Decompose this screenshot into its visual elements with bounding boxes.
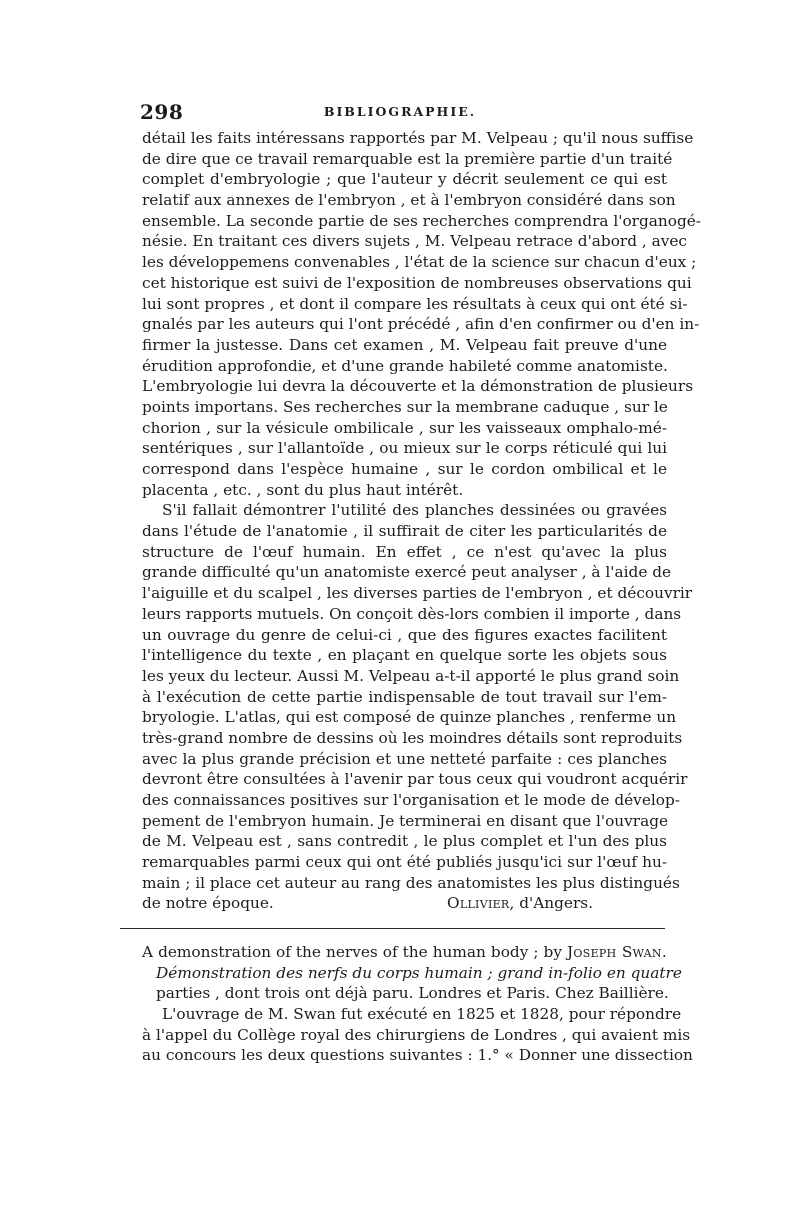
text-line: bryologie. L'atlas, qui est composé de quinze planches , renferme un <box>142 708 677 727</box>
text-line: L'ouvrage de M. Swan fut exécuté en 1825 et 1828, pour répondre <box>162 1005 682 1024</box>
text-line: nésie. En traitant ces divers sujets , M. Velpeau retrace d'abord , avec <box>142 232 687 251</box>
text-line: détail les faits intéressans rapportés par M. Velpeau ; qu'il nous suffise <box>142 129 694 147</box>
text-line: au concours les deux questions suivantes : 1.° « Donner une dissection <box>142 1046 693 1065</box>
section-divider <box>120 928 665 929</box>
text-line: main ; il place cet auteur au rang des anatomistes les plus distingués <box>142 873 680 892</box>
review-entry <box>142 942 693 1066</box>
text-line: l'aiguille et du scalpel , les diverses parties de l'embryon , et découvrir <box>142 584 693 603</box>
text-line: très-grand nombre de dessins où les moindres détails sont reproduits <box>142 728 683 747</box>
text-line: dans l'étude de l'anatomie , il suffirait de citer les particularités de <box>142 522 667 541</box>
review-translation-line: Démonstration des nerfs du corps humain ; grand in-folio en quatre <box>156 963 682 982</box>
text-line: à l'exécution de cette partie indispensable de tout travail sur l'em- <box>142 687 667 706</box>
running-head: BIBLIOGRAPHIE. <box>323 104 477 119</box>
page-number: 298 <box>140 100 184 124</box>
text-line: un ouvrage du genre de celui-ci , que des figures exactes facilitent <box>142 625 667 644</box>
text-line: devront être consultées à l'avenir par tous ceux qui voudront acquérir <box>142 770 688 789</box>
text-line: avec la plus grande précision et une netteté parfaite : ces planches <box>142 749 667 768</box>
text-line: gnalés par les auteurs qui l'ont précédé , afin d'en confirmer ou d'en in- <box>142 315 700 334</box>
text-line: les yeux du lecteur. Aussi M. Velpeau a-t-il apporté le plus grand soin <box>142 666 680 685</box>
text-line: des connaissances positives sur l'organisation et le mode de dévelop- <box>142 791 680 809</box>
text-line: les développemens convenables , l'état de la science sur chacun d'eux ; <box>142 253 697 272</box>
text-line: érudition approfondie, et d'une grande habileté comme anatomiste. <box>142 356 668 375</box>
article-body <box>142 128 701 914</box>
closing-text: de notre époque. <box>142 894 274 913</box>
text-line: sentériques , sur l'allantoïde , ou mieux sur le corps réticulé qui lui <box>142 439 667 458</box>
text-line: remarquables parmi ceux qui ont été publiés jusqu'ici sur l'œuf hu- <box>142 853 667 872</box>
page-header <box>140 100 660 126</box>
text-line: S'il fallait démontrer l'utilité des planches dessinées ou gravées <box>162 501 667 520</box>
text-line: de dire que ce travail remarquable est la première partie d'un traité <box>142 149 673 168</box>
text-line: l'intelligence du texte , en plaçant en quelque sorte les objets sous <box>142 646 667 665</box>
review-title-text: A demonstration of the nerves of the human body ; by <box>142 943 562 961</box>
signature-author: Ollivier <box>447 894 510 913</box>
signature <box>447 893 593 914</box>
review-title <box>142 942 667 963</box>
text-line: complet d'embryologie ; que l'auteur y décrit seulement ce qui est <box>142 170 667 189</box>
signature-place: , d'Angers. <box>509 894 593 913</box>
text-line: L'embryologie lui devra la découverte et la démonstration de plusieurs <box>142 377 694 396</box>
text-line: placenta , etc. , sont du plus haut intérêt. <box>142 480 464 499</box>
text-line: firmer la justesse. Dans cet examen , M. Velpeau fait preuve d'une <box>142 335 667 354</box>
text-line: ensemble. La seconde partie de ses recherches comprendra l'organogé- <box>142 211 701 230</box>
text-line: points importans. Ses recherches sur la membrane caduque , sur le <box>142 397 668 416</box>
text-line: chorion , sur la vésicule ombilicale , sur les vaisseaux omphalo-mé- <box>142 418 667 437</box>
text-line: grande difficulté qu'un anatomiste exercé peut analyser , à l'aide de <box>142 563 672 582</box>
text-line: lui sont propres , et dont il compare les résultats à ceux qui ont été si- <box>142 294 688 313</box>
text-line: correspond dans l'espèce humaine , sur le cordon ombilical et le <box>142 460 667 478</box>
review-publisher: Londres et Paris. Chez Baillière. <box>418 984 669 1003</box>
review-title-author: Joseph Swan. <box>567 943 667 961</box>
text-line: de M. Velpeau est , sans contredit , le plus complet et l'un des plus <box>142 832 667 851</box>
text-line: pement de l'embryon humain. Je terminerai en disant que l'ouvrage <box>142 811 669 830</box>
text-line: structure de l'œuf humain. En effet , ce n'est qu'avec la plus <box>142 542 667 561</box>
text-line: à l'appel du Collège royal des chirurgiens de Londres , qui avaient mis <box>142 1025 691 1044</box>
signature-line <box>142 893 667 914</box>
text-line: relatif aux annexes de l'embryon , et à l'embryon considéré dans son <box>142 191 676 210</box>
text-line: cet historique est suivi de l'exposition de nombreuses observations qui <box>142 273 692 292</box>
review-translation-line <box>142 983 667 1004</box>
text-line: leurs rapports mutuels. On conçoit dès-lors combien il importe , dans <box>142 604 682 623</box>
review-translation-text: parties , dont trois ont déjà paru. <box>156 984 414 1003</box>
